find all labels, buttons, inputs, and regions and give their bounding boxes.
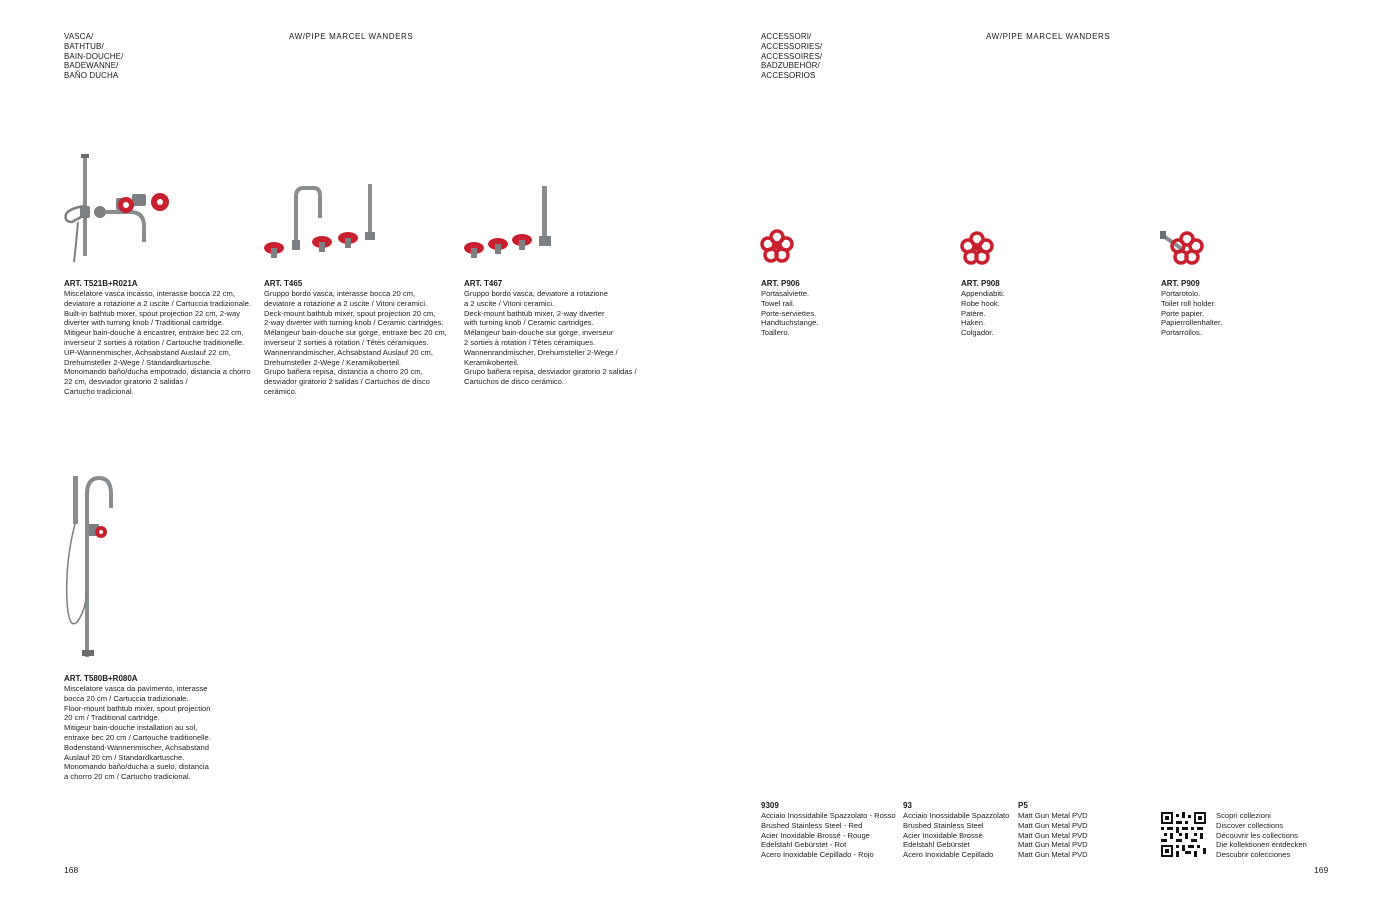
product-code: ART. T580B+R080A xyxy=(64,674,138,683)
finish-code: P5 xyxy=(1018,801,1028,810)
product-p909 xyxy=(1161,279,1311,338)
series-title-right: AW/PIPE MARCEL WANDERS xyxy=(986,32,1111,41)
finish-93 xyxy=(903,801,1013,860)
product-t521b xyxy=(64,279,259,397)
product-image-t465 xyxy=(262,178,387,263)
category-heading-left: VASCA/ BATHTUB/ BAIN-DOUCHE/ BADEWANNE/ BAÑO DUCHA xyxy=(64,32,124,81)
product-code: ART. P909 xyxy=(1161,279,1200,288)
product-image-t467 xyxy=(462,182,572,262)
product-description: Portarotolo. Toilet roll holder. Porte papier. Papierrollenhalter. Portarrollos. xyxy=(1161,289,1223,338)
product-code: ART. T465 xyxy=(264,279,303,288)
page-number-left: 168 xyxy=(64,865,79,875)
product-description: Miscelatore vasca incasso, interasse bocca 22 cm, deviatore a rotazione a 2 uscite / Cartuccia tradizionale. Built-in bathtub mixer, spout projection 22 cm, 2-way diverter with turning knob / Traditional cartridge. Mitigeur bain-douche à encastrer, entraxe bec 22 cm, inverseur 2 sorties à rotation / Cartouche traditionelle. UP-Wannenmischer, Achsabstand Auslauf 22 cm, Drehumsteller 2-Wege / Standardkartusche. Monomando baño/ducha empotrado, distancia a chorro 22 cm, desviador giratorio 2 salidas / Cartucho tradicional. xyxy=(64,289,251,396)
finish-p5 xyxy=(1018,801,1108,860)
product-p906 xyxy=(761,279,911,338)
finish-description: Acciaio Inossidabile Spazzolato - Rosso Brushed Stainless Steel - Red Acier Inoxidable Brossé - Rouge Edelstahl Gebürstet - Rot Acero Inoxidable Cepillado - Rojo xyxy=(761,811,896,860)
product-description: Portasalviette. Towel rail. Porte-serviettes. Handtuchstange. Toallero. xyxy=(761,289,819,338)
product-description: Gruppo bordo vasca, deviatore a rotazione a 2 uscite / Vitoni ceramici. Deck-mount bathtub mixer, 2-way diverter with turning knob / Ceramic cartridges. Mélangeur bain-douche sur gorge, inverseur 2 sorties à rotation / Têtes céramiques. Wannenrandmischer, Drehumsteller 2-Wege / Keramikoberteil. Grupo bañera repisa, desviador giratorio 2 salidas / Cartuchos de disco cerámico. xyxy=(464,289,637,387)
page-number-right: 169 xyxy=(1314,865,1329,875)
product-code: ART. P908 xyxy=(961,279,1000,288)
product-t580b xyxy=(64,674,234,782)
finish-9309 xyxy=(761,801,901,860)
finish-description: Acciaio Inossidabile Spazzolato Brushed Stainless Steel Acier Inoxidable Brossé Edelstahl Gebürstet Acero Inoxidable Cepillado xyxy=(903,811,1010,860)
product-t465 xyxy=(264,279,459,397)
product-image-p906 xyxy=(760,229,794,263)
product-description: Appendiabiti. Robe hook. Patère. Haken. Colgador. xyxy=(961,289,1005,338)
product-image-t580b xyxy=(55,472,125,662)
product-code: ART. T467 xyxy=(464,279,503,288)
category-heading-right: ACCESSORI/ ACCESSORIES/ ACCESSOIRES/ BADZUBEHÖR/ ACCESORIOS xyxy=(761,32,823,81)
finish-description: Matt Gun Metal PVD Matt Gun Metal PVD Matt Gun Metal PVD Matt Gun Metal PVD Matt Gun Metal PVD xyxy=(1018,811,1088,860)
product-code: ART. P906 xyxy=(761,279,800,288)
product-image-p909 xyxy=(1160,229,1210,265)
series-title-left: AW/PIPE MARCEL WANDERS xyxy=(289,32,414,41)
finish-code: 93 xyxy=(903,801,912,810)
product-image-t521b xyxy=(60,150,180,265)
discover-collections[interactable]: Scopri collezioni Discover collections Découvrir les collections Die kollektionen entdecken Descubrir colecciones xyxy=(1216,811,1307,860)
product-code: ART. T521B+R021A xyxy=(64,279,138,288)
qr-code[interactable] xyxy=(1161,812,1206,857)
finish-code: 9309 xyxy=(761,801,779,810)
product-p908 xyxy=(961,279,1111,338)
product-description: Gruppo bordo vasca, interasse bocca 20 cm, deviatore a rotazione a 2 uscite / Vitoni ceramici. Deck-mount bathtub mixer, spout projection 20 cm, 2-way diverter with turning knob / Ceramic cartridges. Mélangeur bain-douche sur gorge, entraxe bec 20 cm, inverseur 2 sorties à rotation / Têtes céramiques. Wannenrandmischer, Achsabstand Auslauf 20 cm, Drehumsteller 2-Wege / Keramikoberteil. Grupo bañera repisa, distancia a chorro 20 cm, desviador giratorio 2 salidas / Cartuchos de disco cerámico. xyxy=(264,289,447,396)
product-description: Miscelatore vasca da pavimento, interasse bocca 20 cm / Cartuccia tradizionale. Floor-mount bathtub mixer, spout projection 20 cm / Traditional cartridge. Mitigeur bain-douche installation au sol, entraxe bec 20 cm / Cartouche traditionelle. Bodenstand-Wannenmischer, Achsabstand Auslauf 20 cm / Standardkartusche. Monomando baño/ducha a suelo, distancia a chorro 20 cm / Cartucho tradicional. xyxy=(64,684,211,782)
product-t467 xyxy=(464,279,664,387)
product-image-p908 xyxy=(960,231,994,265)
